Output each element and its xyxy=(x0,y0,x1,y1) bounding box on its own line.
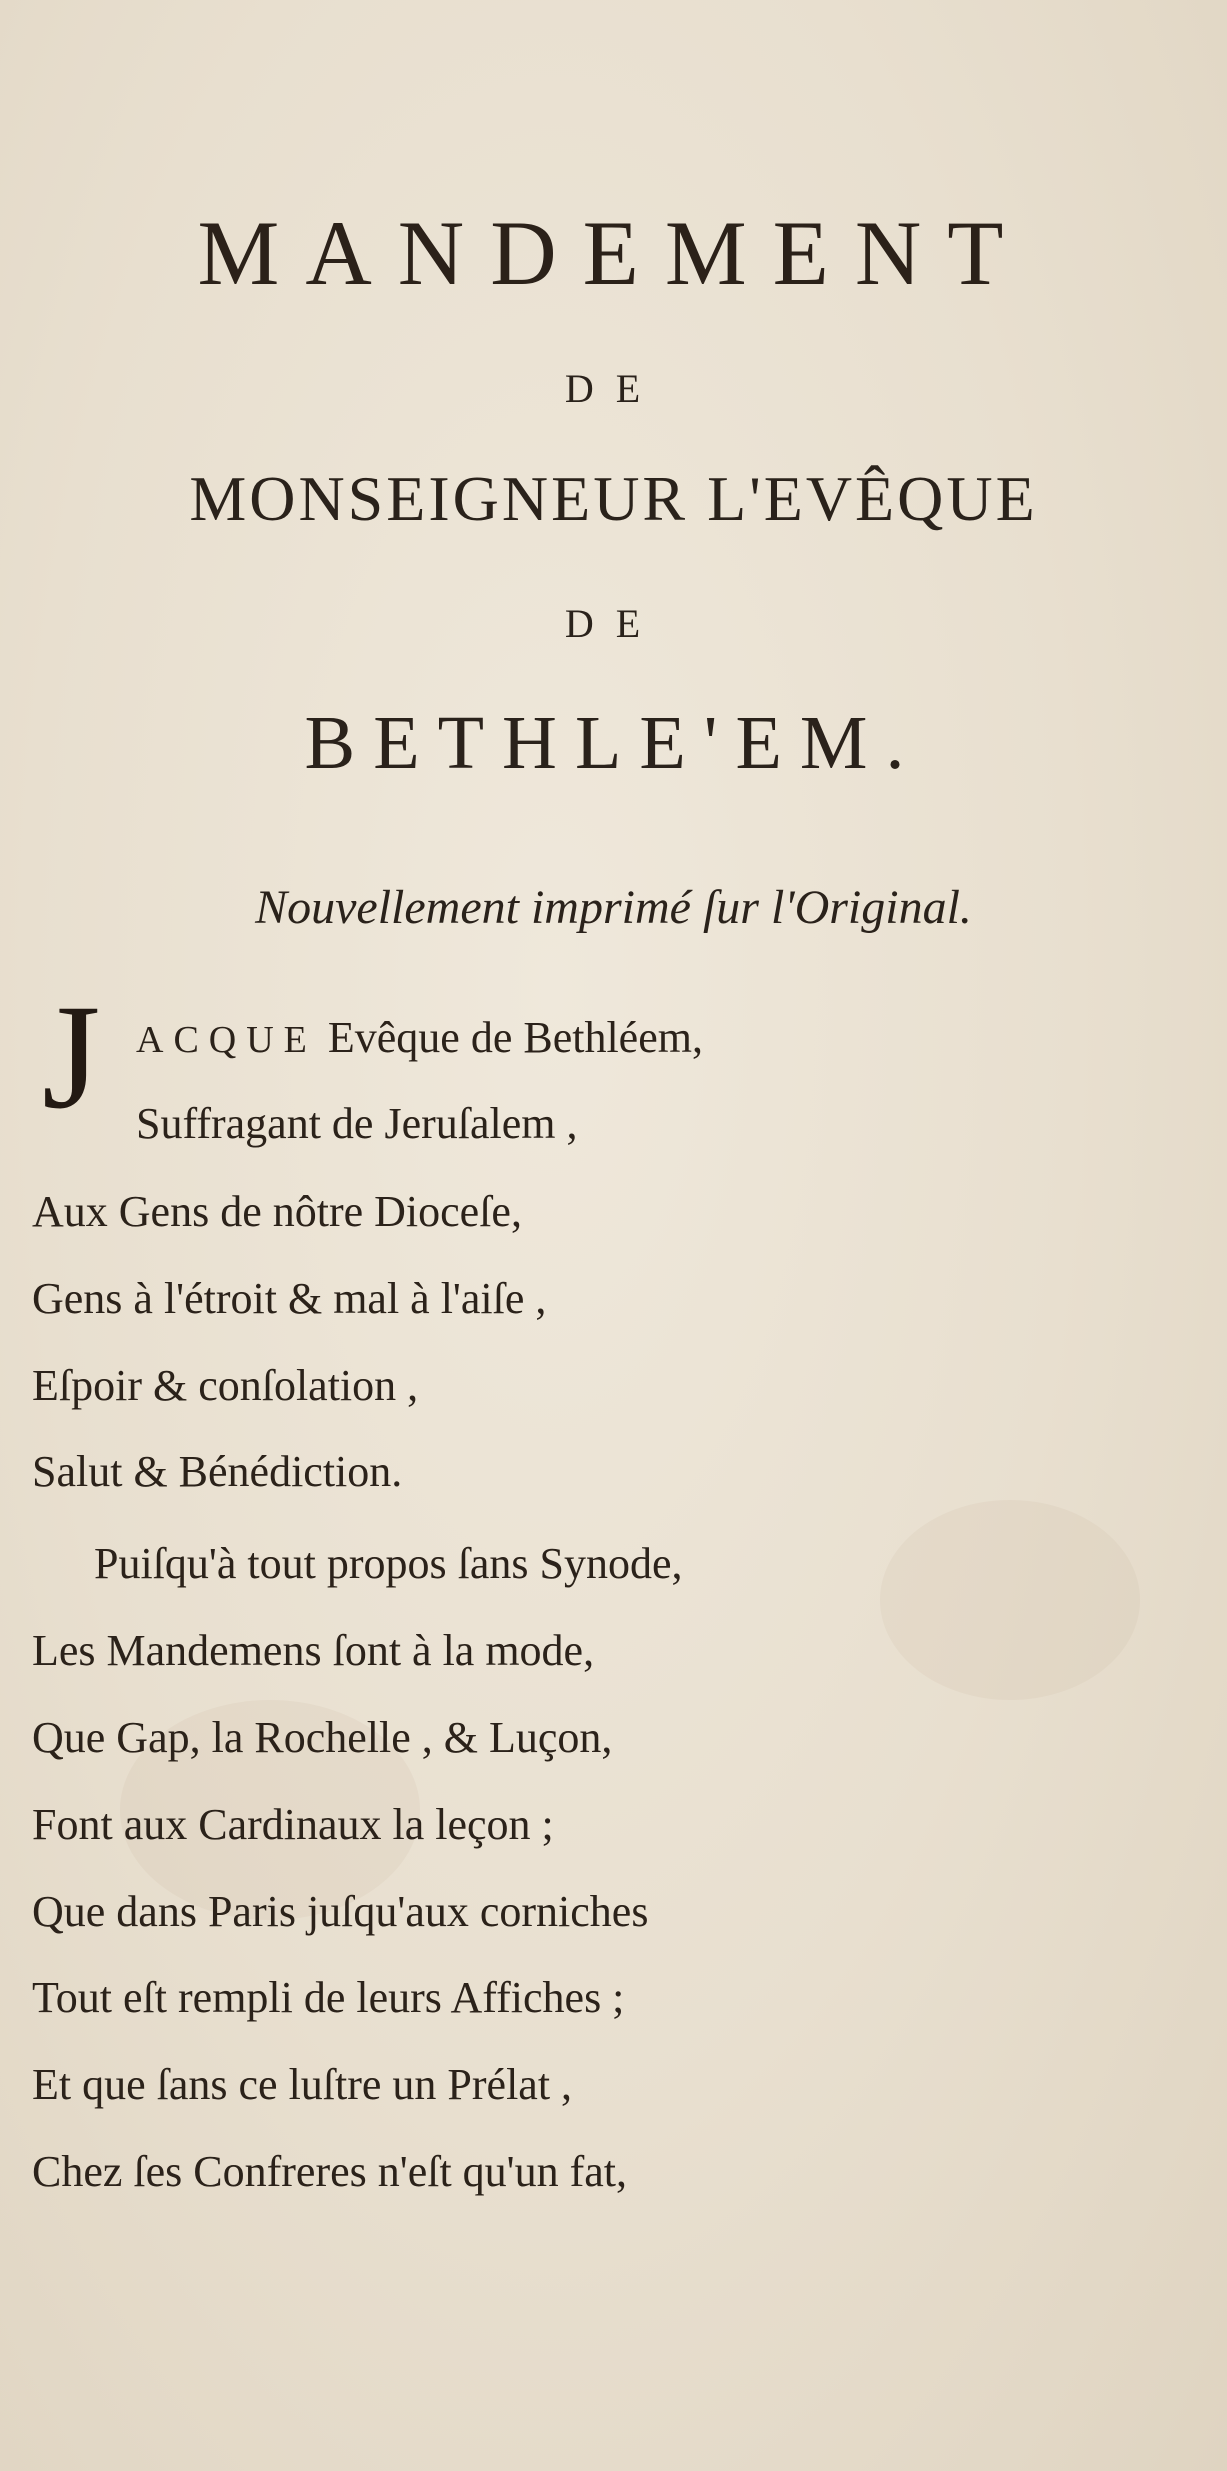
verse-line: Et que ſans ce luſtre un Prélat , xyxy=(32,2060,573,2109)
verse-line: Que dans Paris juſqu'aux corniches xyxy=(32,1887,649,1936)
title-monseigneur: MONSEIGNEUR L'EVÊQUE xyxy=(189,463,1038,534)
verse-line: Salut & Bénédiction. xyxy=(32,1447,403,1496)
title-de-second: DE xyxy=(564,601,663,646)
verse-line: Tout eſt rempli de leurs Affiches ; xyxy=(32,1973,625,2022)
verse-line: Chez ſes Confreres n'eſt qu'un fat, xyxy=(32,2147,628,2196)
verse-line: Font aux Cardinaux la leçon ; xyxy=(32,1800,554,1849)
verse-line: Que Gap, la Rochelle , & Luçon, xyxy=(32,1713,613,1762)
verse-line: Puiſqu'à tout propos ſans Synode, xyxy=(94,1539,683,1588)
subtitle: Nouvellement imprimé ſur l'Original. xyxy=(255,881,972,934)
opening-line-1-rest: Evêque de Bethléem, xyxy=(327,1013,703,1062)
title-de-first: DE xyxy=(564,366,663,411)
verse-line: Les Mandemens ſont à la mode, xyxy=(32,1626,595,1675)
title-mandement: MANDEMENT xyxy=(197,202,1030,304)
title-bethleem: BETHLE'EM. xyxy=(304,701,923,785)
opening-line-2: Suffragant de Jeruſalem , xyxy=(136,1099,578,1148)
drop-cap: J xyxy=(42,974,101,1140)
paper-stain xyxy=(880,1500,1140,1700)
verse-line: Aux Gens de nôtre Dioceſe, xyxy=(32,1187,522,1236)
verse-line: Eſpoir & conſolation , xyxy=(32,1361,419,1410)
verse-line: Gens à l'étroit & mal à l'aiſe , xyxy=(32,1274,547,1323)
opening-caps: ACQUE xyxy=(136,1019,317,1061)
opening-line-1 xyxy=(136,1012,703,1063)
